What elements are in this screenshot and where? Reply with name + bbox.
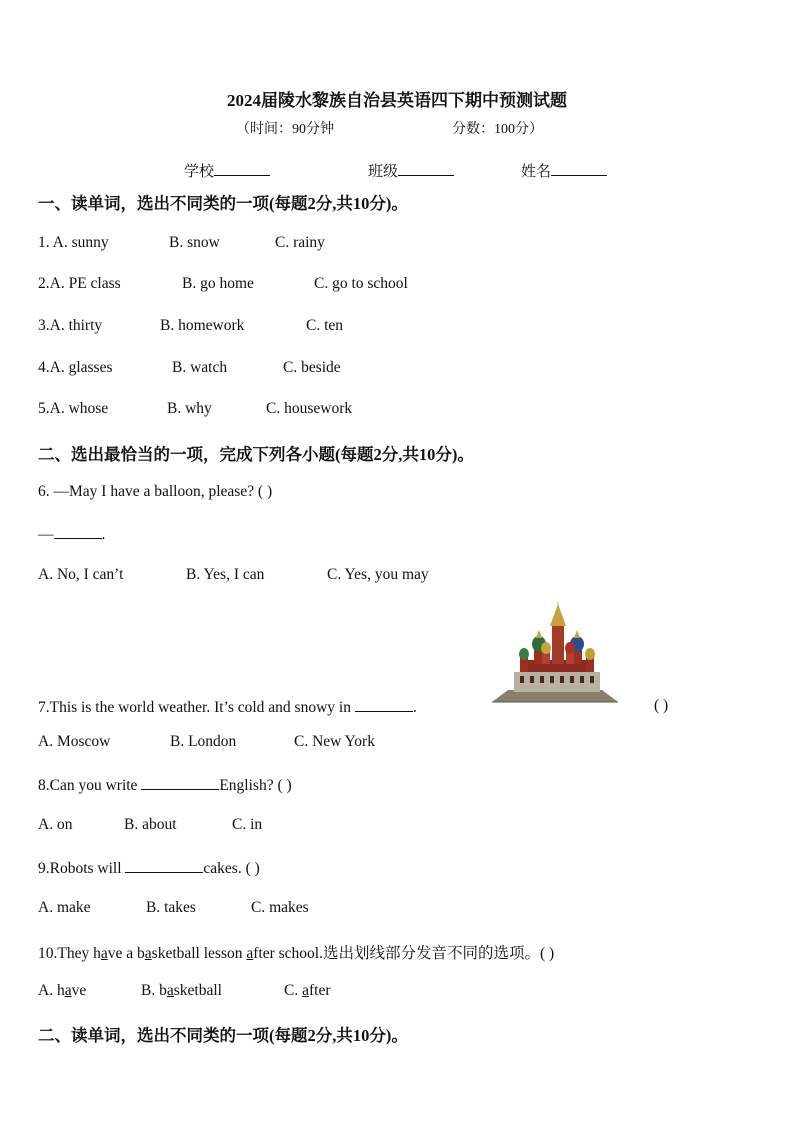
option-a[interactable]: A. PE class xyxy=(49,275,121,292)
question-9-pre: 9.Robots will xyxy=(38,860,122,877)
answer-parentheses[interactable]: ( ) xyxy=(654,697,669,714)
option-b[interactable]: B. why xyxy=(167,400,212,417)
option-b[interactable]: B. watch xyxy=(172,359,228,376)
option-text: sketball xyxy=(173,982,222,999)
option-c[interactable]: C. makes xyxy=(251,899,309,916)
underlined-letter: a xyxy=(100,945,108,962)
question-6-reply xyxy=(38,524,105,544)
question-7-end: . xyxy=(412,699,417,716)
question-10-stem xyxy=(38,941,554,963)
option-c[interactable]: C. New York xyxy=(294,733,375,750)
underlined-letter: a xyxy=(144,945,152,962)
question-3 xyxy=(38,317,102,335)
stem-part: ve a b xyxy=(107,945,145,962)
exam-score: 分数：100分） xyxy=(452,122,543,137)
section-2-heading: 二、选出最恰当的一项，完成下列各小题(每题2分,共10分)。 xyxy=(38,445,474,464)
school-label: 学校 xyxy=(184,164,215,180)
question-8-pre: 8.Can you write xyxy=(38,777,138,794)
option-c[interactable]: C. rainy xyxy=(275,234,325,251)
question-7-stem xyxy=(38,697,417,717)
name-field[interactable] xyxy=(521,160,607,181)
answer-blank[interactable] xyxy=(141,775,219,790)
option-a[interactable]: A. glasses xyxy=(49,359,113,376)
page-title: 2024届陵水黎族自治县英语四下期中预测试题 xyxy=(227,91,567,110)
option-a[interactable] xyxy=(38,982,86,1000)
option-b[interactable]: B. snow xyxy=(169,234,220,251)
name-label: 姓名 xyxy=(521,164,552,180)
option-c[interactable] xyxy=(284,982,331,1000)
question-number: 4. xyxy=(38,359,50,376)
answer-blank[interactable] xyxy=(125,858,203,873)
question-2 xyxy=(38,275,121,293)
option-b[interactable]: B. about xyxy=(124,816,177,833)
option-a[interactable]: A. sunny xyxy=(52,234,109,251)
stem-part: sketball lesson xyxy=(151,945,247,962)
question-number: 3. xyxy=(38,317,50,334)
reply-end: . xyxy=(101,526,106,543)
question-1 xyxy=(38,234,109,252)
question-8-stem xyxy=(38,775,292,795)
question-7-text: 7.This is the world weather. It’s cold and snowy in xyxy=(38,699,351,716)
option-b[interactable]: B. London xyxy=(170,733,237,750)
option-text: ve xyxy=(71,982,87,999)
question-4 xyxy=(38,359,112,377)
option-text: C. xyxy=(284,982,303,999)
exam-time: （时间：90分钟 xyxy=(236,122,334,137)
question-number: 2. xyxy=(38,275,50,292)
option-c[interactable]: C. beside xyxy=(283,359,341,376)
option-b[interactable]: B. Yes, I can xyxy=(186,566,265,583)
question-5 xyxy=(38,400,108,418)
option-a[interactable]: A. on xyxy=(38,816,73,833)
underlined-letter: a xyxy=(64,982,72,999)
reply-dash: — xyxy=(38,526,54,543)
underlined-letter: a xyxy=(302,982,309,999)
class-field[interactable] xyxy=(368,160,454,181)
question-9-post: cakes. ( ) xyxy=(203,860,260,877)
stem-part: 10.They h xyxy=(38,945,101,962)
question-6-stem: 6. —May I have a balloon, please? ( ) xyxy=(38,483,273,500)
option-c[interactable]: C. in xyxy=(232,816,263,833)
name-blank[interactable] xyxy=(551,161,607,176)
class-label: 班级 xyxy=(368,164,399,180)
option-b[interactable]: B. takes xyxy=(146,899,196,916)
underlined-letter: a xyxy=(166,982,174,999)
option-text: fter xyxy=(308,982,331,999)
option-a[interactable]: A. No, I can’t xyxy=(38,566,124,583)
answer-blank[interactable] xyxy=(54,524,102,539)
option-a[interactable]: A. make xyxy=(38,899,91,916)
underlined-letter: a xyxy=(246,945,254,962)
answer-blank[interactable] xyxy=(355,697,413,712)
question-number: 5. xyxy=(38,400,50,417)
school-blank[interactable] xyxy=(214,161,270,176)
option-b[interactable] xyxy=(141,982,222,1000)
question-8-post: English? ( ) xyxy=(219,777,292,794)
class-blank[interactable] xyxy=(398,161,454,176)
option-a[interactable]: A. thirty xyxy=(49,317,103,334)
option-c[interactable]: C. ten xyxy=(306,317,344,334)
section-3-heading: 二、读单词，选出不同类的一项(每题2分,共10分)。 xyxy=(38,1026,408,1045)
school-field[interactable] xyxy=(184,160,270,181)
option-b[interactable]: B. go home xyxy=(182,275,254,292)
question-9-stem xyxy=(38,858,260,878)
option-a[interactable]: A. whose xyxy=(49,400,109,417)
option-c[interactable]: C. housework xyxy=(266,400,353,417)
section-1-heading: 一、读单词，选出不同类的一项(每题2分,共10分)。 xyxy=(38,194,408,213)
option-text: A. h xyxy=(38,982,65,999)
option-b[interactable]: B. homework xyxy=(160,317,245,334)
option-a[interactable]: A. Moscow xyxy=(38,733,111,750)
option-text: B. b xyxy=(141,982,167,999)
question-number: 1. xyxy=(38,234,53,251)
stem-part: fter school.选出划线部分发音不同的选项。( ) xyxy=(253,945,555,962)
option-c[interactable]: C. go to school xyxy=(314,275,408,292)
option-c[interactable]: C. Yes, you may xyxy=(327,566,429,583)
moscow-cathedral-image xyxy=(492,602,618,704)
